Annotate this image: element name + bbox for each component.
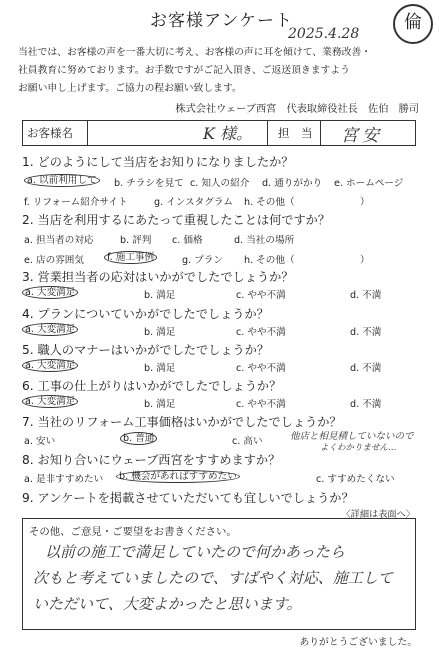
customer-info-box [22, 120, 416, 146]
question-6: 6. 工事の仕上がりはいかがでしたでしょうか？ [22, 379, 282, 393]
comment-line-1[interactable]: 以前の施工で満足していたので何かあったら [45, 543, 345, 561]
question-3: 3. 営業担当者の応対はいかがでしたでしょうか？ [22, 270, 294, 284]
approval-stamp: 倫 [393, 4, 433, 44]
q5-option-d[interactable]: d. 不満 [350, 363, 382, 374]
q3-option-b[interactable]: b. 満足 [144, 290, 176, 301]
q1-option-h-close: ） [360, 197, 370, 208]
q3-option-d[interactable]: d. 不満 [350, 290, 382, 301]
question-1: 1. どのようにして当店をお知りになりましたか？ [22, 155, 294, 169]
question-5: 5. 職人のマナーはいかがでしたでしょうか？ [22, 343, 270, 357]
company-signature: 株式会社ウェーブ西宮 代表取締役社長 佐伯 勝司 [175, 104, 419, 115]
question-8: 8. お知り合いにウェーブ西宮をすすめますか？ [22, 453, 281, 467]
name-label-cell [23, 121, 88, 145]
comments-box [22, 518, 416, 630]
q6-option-b[interactable]: b. 満足 [144, 399, 176, 410]
q7-option-a[interactable]: a. 安い [24, 436, 56, 447]
question-7: 7. 当社のリフォーム工事価格はいかがでしたでしょうか？ [22, 415, 342, 429]
q9-note: 〈詳細は表面へ〉 [341, 509, 415, 520]
q6-option-d[interactable]: d. 不満 [350, 399, 382, 410]
selected-marker: a. 大変満足 [22, 395, 78, 408]
q1-option-d[interactable]: d. 通りがかり [262, 178, 323, 189]
q2-option-b[interactable]: b. 評判 [120, 235, 152, 246]
question-9: 9. アンケートを掲載させていただいても宜しいでしょうか？ [22, 491, 354, 505]
q2-option-e[interactable]: e. 店の雰囲気 [24, 255, 84, 266]
q1-option-g[interactable]: g. インスタグラム [154, 197, 233, 208]
q1-option-e[interactable]: e. ホームページ [334, 178, 404, 189]
q8-option-b[interactable] [116, 470, 240, 483]
q7-option-c[interactable]: c. 高い [232, 436, 263, 447]
q2-option-h[interactable]: h. その他（ [244, 255, 295, 266]
customer-name-value[interactable]: K 様。 [203, 124, 253, 143]
q6-option-c[interactable]: c. やや不満 [236, 399, 286, 410]
q2-option-a[interactable]: a. 担当者の対応 [24, 235, 94, 246]
q4-option-a[interactable] [22, 323, 78, 336]
q4-option-d[interactable]: d. 不満 [350, 327, 382, 338]
intro-line-1: 当社では、お客様の声を一番大切に考え、お客様の声に耳を傾けて、業務改善・ [18, 47, 372, 58]
comment-line-3[interactable]: いただいて、大変よかったと思います。 [33, 595, 302, 613]
q5-option-a[interactable] [22, 359, 78, 372]
q2-option-h-close: ） [360, 255, 370, 266]
comment-line-2[interactable]: 次もと考えていましたので、すばやく対応、施工して [33, 569, 393, 587]
staff-label-cell [267, 121, 321, 145]
question-4: 4. プランについていかがでしたでしょうか？ [22, 307, 269, 321]
q3-option-c[interactable]: c. やや不満 [236, 290, 286, 301]
q3-option-a[interactable] [22, 286, 78, 299]
q1-option-b[interactable]: b. チラシを見て [114, 178, 184, 189]
q2-option-f[interactable] [104, 251, 157, 264]
selected-marker: a. 大変満足 [22, 323, 78, 336]
staff-label: 担 当 [278, 126, 313, 140]
q1-option-h[interactable]: h. その他（ [244, 197, 295, 208]
selected-marker: a. 大変満足 [22, 359, 78, 372]
q5-option-b[interactable]: b. 満足 [144, 363, 176, 374]
staff-name-value[interactable]: 宮安 [341, 126, 383, 146]
q2-option-g[interactable]: g. プラン [182, 255, 223, 266]
q7-handwritten-note-1: 他店と相見積していないので [290, 431, 414, 442]
selected-marker: f. 施工事例 [104, 251, 157, 264]
handwritten-date: 2025.4.28 [288, 26, 360, 42]
name-label: お客様名 [27, 126, 73, 140]
q8-option-c[interactable]: c. すすめたくない [316, 474, 395, 485]
q8-option-a[interactable]: a. 是非すすめたい [24, 474, 104, 485]
q4-option-b[interactable]: b. 満足 [144, 327, 176, 338]
q2-option-d[interactable]: d. 当社の場所 [234, 235, 295, 246]
selected-marker: a. 以前利用して [24, 174, 100, 187]
intro-line-3: お願い申し上げます。ご協力の程お願い致します。 [18, 83, 242, 94]
question-2: 2. 当店を利用するにあたって重視したことは何ですか？ [22, 213, 331, 227]
selected-marker: b. 機会があればすすめたい [116, 470, 240, 483]
q1-option-a[interactable] [24, 174, 100, 187]
survey-title: お客様アンケート [150, 11, 293, 31]
q6-option-a[interactable] [22, 395, 78, 408]
selected-marker: a. 大変満足 [22, 286, 78, 299]
q1-option-f[interactable]: f. リフォーム紹介サイト [24, 197, 128, 208]
intro-line-2: 社員教育に努めております。お手数ですがご記入頂き、ご返送頂きますよう [18, 65, 350, 76]
thank-you-footer: ありがとうございました。 [299, 637, 417, 648]
q4-option-c[interactable]: c. やや不満 [236, 327, 286, 338]
q7-handwritten-note-2: よくわかりません… [320, 443, 397, 453]
q2-option-c[interactable]: c. 価格 [172, 235, 203, 246]
selected-marker: b. 普通 [120, 432, 157, 445]
q5-option-c[interactable]: c. やや不満 [236, 363, 286, 374]
comments-prompt: その他、ご意見・ご要望をお書きください。 [29, 526, 237, 538]
q7-option-b[interactable] [120, 432, 157, 445]
q1-option-c[interactable]: c. 知人の紹介 [190, 178, 250, 189]
